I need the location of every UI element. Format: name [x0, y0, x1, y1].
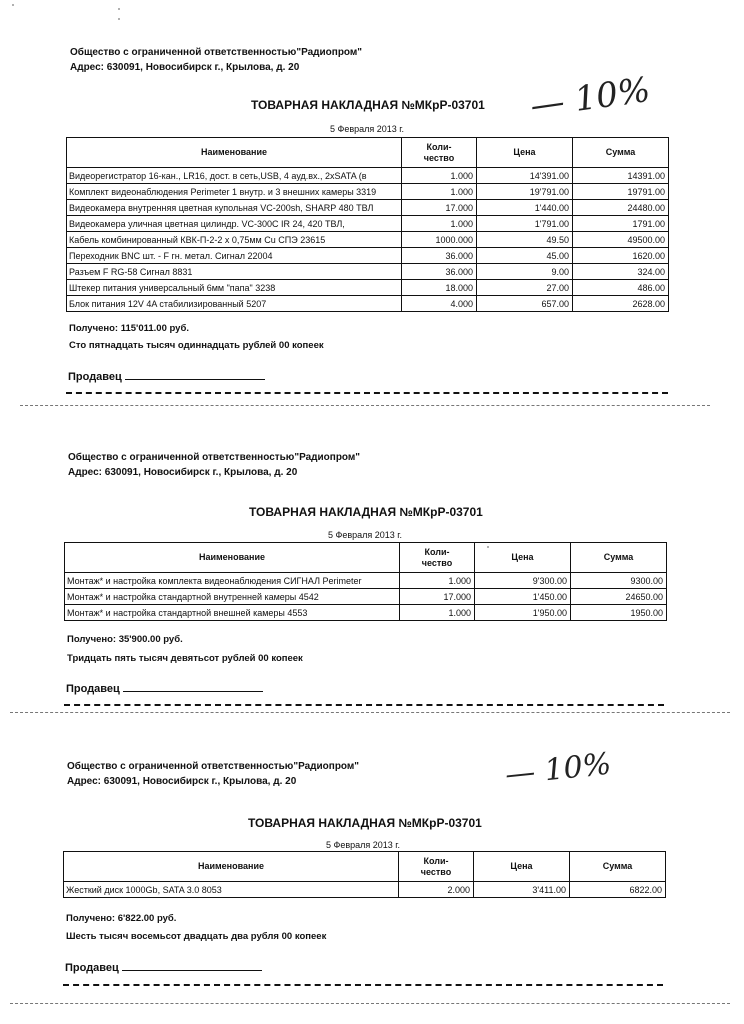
- item-name: Блок питания 12V 4A стабилизированный 5207: [67, 296, 402, 312]
- table-row: [67, 168, 669, 184]
- received-amount: Получено: 115'011.00 руб.: [69, 323, 189, 334]
- item-qty: 1.000: [400, 605, 475, 621]
- seller-signature-field: [66, 681, 263, 695]
- item-qty: 17.000: [402, 200, 477, 216]
- column-header-name: Наименование: [67, 138, 402, 168]
- item-name: Переходник BNC шт. - F гн. метал. Сигнал 22004: [67, 248, 402, 264]
- item-price: 3'411.00: [474, 882, 570, 898]
- amount-in-words: Сто пятнадцать тысяч одиннадцать рублей 00 копеек: [69, 340, 324, 351]
- company-address: Адрес: 630091, Новосибирск г., Крылова, д. 20: [68, 467, 298, 478]
- item-sum: 2628.00: [573, 296, 669, 312]
- seller-signature-field: [68, 369, 265, 383]
- received-amount: Получено: 35'900.00 руб.: [67, 634, 183, 645]
- seller-signature-field: [65, 960, 262, 974]
- invoice-date: 5 Февраля 2013 г.: [326, 840, 400, 850]
- amount-in-words: Тридцать пять тысяч девятьсот рублей 00 копеек: [67, 653, 303, 664]
- invoice-title: ТОВАРНАЯ НАКЛАДНАЯ №МКрР-03701: [251, 98, 485, 112]
- table-row: [67, 248, 669, 264]
- item-sum: 9300.00: [571, 573, 667, 589]
- item-sum: 6822.00: [570, 882, 666, 898]
- table-row: [67, 296, 669, 312]
- items-table: [66, 137, 669, 312]
- item-price: 1'791.00: [477, 216, 573, 232]
- signature-line: [122, 960, 262, 971]
- column-header-sum: Сумма: [571, 543, 667, 573]
- handwritten-discount-note: — 10%: [527, 69, 653, 127]
- item-sum: 1620.00: [573, 248, 669, 264]
- invoice-date: 5 Февраля 2013 г.: [330, 124, 404, 134]
- company-address: Адрес: 630091, Новосибирск г., Крылова, д. 20: [70, 62, 300, 73]
- item-name: Видеорегистратор 16-кан., LR16, дост. в сеть,USB, 4 ауд.вх., 2xSATA (в: [67, 168, 402, 184]
- item-qty: 36.000: [402, 248, 477, 264]
- item-sum: 49500.00: [573, 232, 669, 248]
- item-sum: 1791.00: [573, 216, 669, 232]
- item-sum: 24480.00: [573, 200, 669, 216]
- column-header-qty: Коли- чество: [399, 852, 474, 882]
- scan-speck: [118, 8, 120, 10]
- item-price: 27.00: [477, 280, 573, 296]
- column-header-price: Цена: [475, 543, 571, 573]
- amount-in-words: Шесть тысяч восемьсот двадцать два рубля 00 копеек: [66, 931, 327, 942]
- column-header-sum: Сумма: [573, 138, 669, 168]
- item-name: Штекер питания универсальный 6мм "папа" 3238: [67, 280, 402, 296]
- cut-line: [66, 392, 668, 394]
- scan-speck: [118, 18, 120, 20]
- signature-line: [125, 369, 265, 380]
- cut-line: [64, 704, 664, 706]
- item-qty: 1.000: [402, 184, 477, 200]
- item-name: Видеокамера внутренняя цветная купольная VC-200sh, SHARP 480 ТВЛ: [67, 200, 402, 216]
- table-row: [67, 264, 669, 280]
- seller-label: Продавец: [65, 962, 119, 974]
- item-price: 49.50: [477, 232, 573, 248]
- signature-line: [123, 681, 263, 692]
- company-address: Адрес: 630091, Новосибирск г., Крылова, д. 20: [67, 776, 297, 787]
- item-sum: 486.00: [573, 280, 669, 296]
- cut-line: [10, 1003, 730, 1004]
- table-row: [64, 882, 666, 898]
- handwritten-discount-note: — 10%: [503, 746, 613, 793]
- column-header-qty: Коли- чество: [402, 138, 477, 168]
- column-header-price: Цена: [474, 852, 570, 882]
- item-sum: 24650.00: [571, 589, 667, 605]
- table-row: [65, 605, 667, 621]
- scan-speck: [487, 546, 489, 548]
- table-row: [67, 200, 669, 216]
- item-qty: 36.000: [402, 264, 477, 280]
- company-name: Общество с ограниченной ответственностью"Радиопром": [70, 47, 363, 58]
- items-table: [63, 851, 666, 898]
- item-price: 657.00: [477, 296, 573, 312]
- column-header-sum: Сумма: [570, 852, 666, 882]
- column-header-name: Наименование: [64, 852, 399, 882]
- item-price: 19'791.00: [477, 184, 573, 200]
- item-qty: 1000.000: [402, 232, 477, 248]
- items-table: [64, 542, 667, 621]
- column-header-price: Цена: [477, 138, 573, 168]
- item-qty: 1.000: [402, 168, 477, 184]
- item-name: Монтаж* и настройка комплекта видеонаблюдения СИГНАЛ Perimeter: [65, 573, 400, 589]
- column-header-name: Наименование: [65, 543, 400, 573]
- table-row: [67, 232, 669, 248]
- item-price: 1'950.00: [475, 605, 571, 621]
- invoice-title: ТОВАРНАЯ НАКЛАДНАЯ №МКрР-03701: [249, 505, 483, 519]
- column-header-qty: Коли- чество: [400, 543, 475, 573]
- scan-speck: [12, 4, 14, 6]
- item-qty: 1.000: [400, 573, 475, 589]
- table-row: [65, 573, 667, 589]
- item-qty: 1.000: [402, 216, 477, 232]
- item-price: 45.00: [477, 248, 573, 264]
- company-name: Общество с ограниченной ответственностью"Радиопром": [67, 761, 360, 772]
- table-row: [65, 589, 667, 605]
- item-qty: 2.000: [399, 882, 474, 898]
- item-name: Монтаж* и настройка стандартной внешней камеры 4553: [65, 605, 400, 621]
- seller-label: Продавец: [66, 683, 120, 695]
- item-sum: 14391.00: [573, 168, 669, 184]
- item-name: Монтаж* и настройка стандартной внутренней камеры 4542: [65, 589, 400, 605]
- table-row: [67, 280, 669, 296]
- item-price: 1'440.00: [477, 200, 573, 216]
- invoice-title: ТОВАРНАЯ НАКЛАДНАЯ №МКрР-03701: [248, 816, 482, 830]
- item-sum: 19791.00: [573, 184, 669, 200]
- item-price: 9'300.00: [475, 573, 571, 589]
- item-qty: 4.000: [402, 296, 477, 312]
- received-amount: Получено: 6'822.00 руб.: [66, 913, 177, 924]
- item-price: 9.00: [477, 264, 573, 280]
- item-price: 1'450.00: [475, 589, 571, 605]
- company-name: Общество с ограниченной ответственностью"Радиопром": [68, 452, 361, 463]
- item-name: Разъем F RG-58 Сигнал 8831: [67, 264, 402, 280]
- item-price: 14'391.00: [477, 168, 573, 184]
- item-name: Кабель комбинированный КВК-П-2-2 х 0,75мм Cu СПЭ 23615: [67, 232, 402, 248]
- seller-label: Продавец: [68, 371, 122, 383]
- cut-line: [63, 984, 663, 986]
- cut-line: [20, 405, 710, 406]
- item-sum: 324.00: [573, 264, 669, 280]
- item-qty: 17.000: [400, 589, 475, 605]
- invoice-date: 5 Февраля 2013 г.: [328, 530, 402, 540]
- table-row: [67, 216, 669, 232]
- item-name: Комплект видеонаблюдения Perimeter 1 внутр. и 3 внешних камеры 3319: [67, 184, 402, 200]
- item-name: Видеокамера уличная цветная цилиндр. VC-300C IR 24, 420 ТВЛ,: [67, 216, 402, 232]
- item-name: Жесткий диск 1000Gb, SATA 3.0 8053: [64, 882, 399, 898]
- cut-line: [10, 712, 730, 713]
- item-qty: 18.000: [402, 280, 477, 296]
- table-row: [67, 184, 669, 200]
- item-sum: 1950.00: [571, 605, 667, 621]
